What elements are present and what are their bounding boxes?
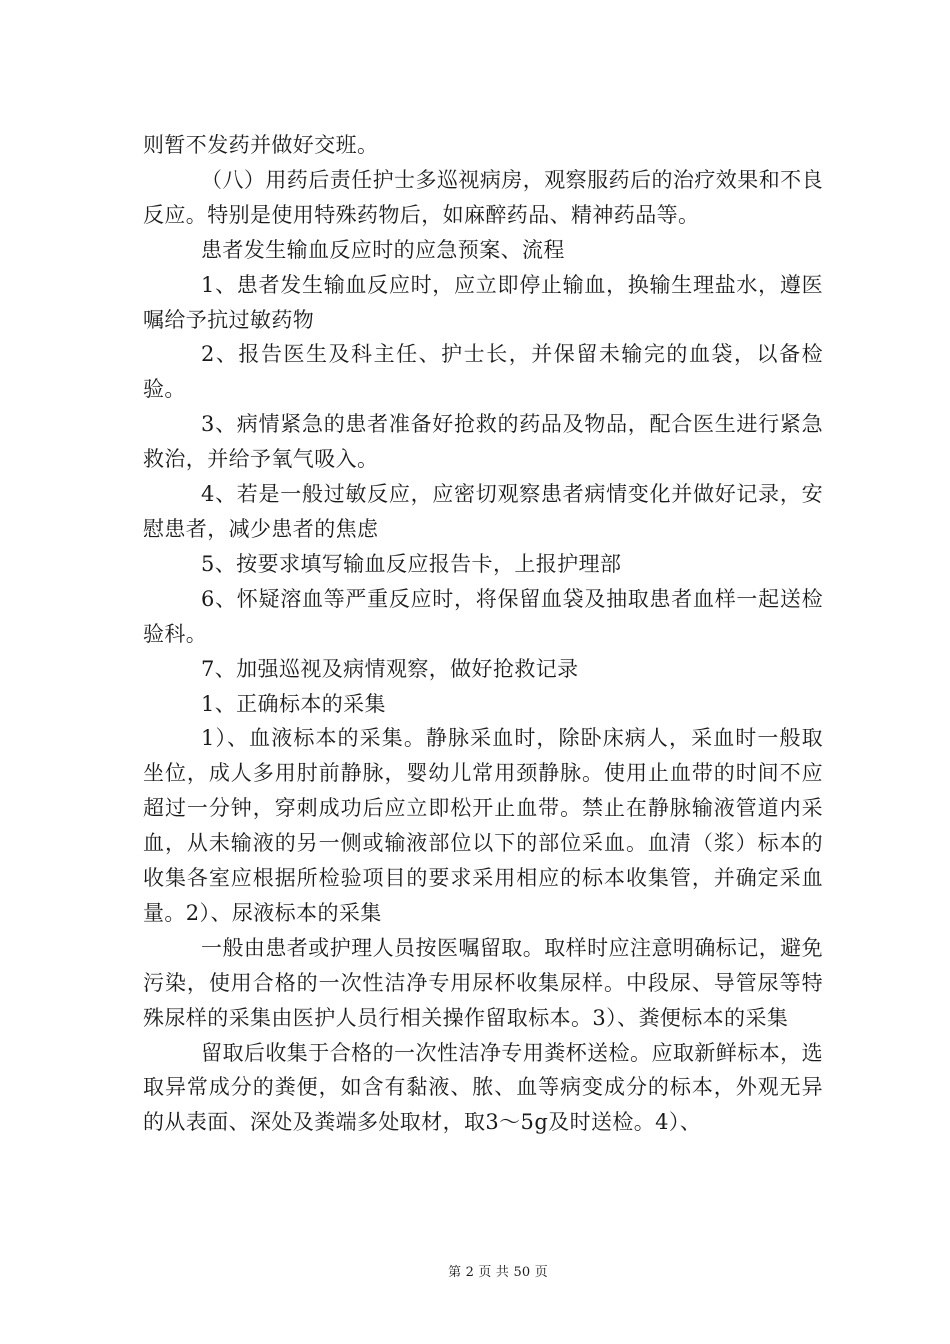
paragraph: 4、若是一般过敏反应，应密切观察患者病情变化并做好记录，安慰患者，减少患者的焦虑 [143,482,823,541]
paragraph: 2、报告医生及科主任、护士长，并保留未输完的血袋，以备检验。 [143,342,823,402]
paragraph: 一般由患者或护理人员按医嘱留取。取样时应注意明确标记，避免污染，使用合格的一次性洁净专用尿杯收集尿样。中段尿、导管尿等特殊尿样的采集由医护人员行相关操作留取标本。3）、粪便标本的采集 [143,935,823,1030]
paragraph: （八）用药后责任护士多巡视病房，观察服药后的治疗效果和不良反应。特别是使用特殊药物后，如麻醉药品、精神药品等。 [143,167,823,227]
paragraph: 1）、血液标本的采集。静脉采血时，除卧床病人，采血时一般取坐位，成人多用肘前静脉，婴幼儿常用颈静脉。使用止血带的时间不应超过一分钟，穿刺成功后应立即松开止血带。禁止在静脉输液管道内采血，从未输液的另一侧或输液部位以下的部位采血。血清（浆）标本的收集各室应根据所检验项目的要求采用相应的标本收集管，并确定采血量。2）、尿液标本的采集 [143,726,823,925]
paragraph: 6、怀疑溶血等严重反应时，将保留血袋及抽取患者血样一起送检验科。 [143,586,823,646]
document-body [143,128,823,1140]
paragraph: 7、加强巡视及病情观察，做好抢救记录 [201,656,579,681]
section-heading: 患者发生输血反应时的应急预案、流程 [201,237,565,262]
paragraph: 留取后收集于合格的一次性洁净专用粪杯送检。应取新鲜标本，选取异常成分的粪便，如含有黏液、脓、血等病变成分的标本，外观无异的从表面、深处及粪端多处取材，取3～5g及时送检。4）、 [143,1040,823,1135]
paragraph: 5、按要求填写输血反应报告卡，上报护理部 [201,551,622,576]
page-number-footer [0,1261,950,1280]
paragraph: 则暂不发药并做好交班。 [143,133,379,157]
paragraph: 3、病情紧急的患者准备好抢救的药品及物品，配合医生进行紧急救治，并给予氧气吸入。 [143,412,823,472]
page-number-label: 第 2 页 共 50 页 [448,1265,548,1280]
paragraph: 1、患者发生输血反应时，应立即停止输血，换输生理盐水，遵医嘱给予抗过敏药物 [143,272,823,332]
section-heading: 1、正确标本的采集 [201,691,386,716]
